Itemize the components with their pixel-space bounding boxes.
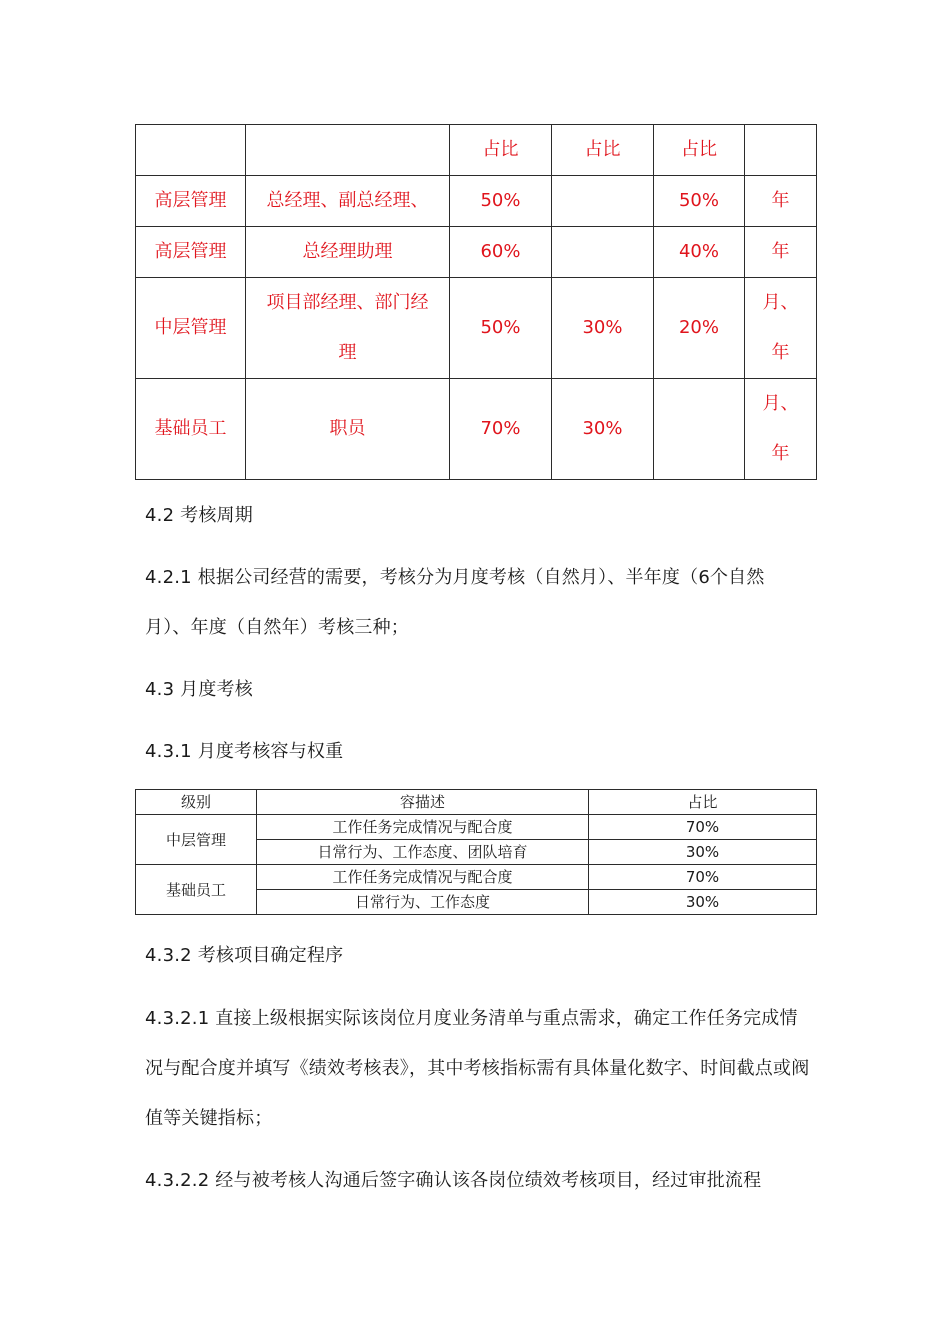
level-cell: 基础员工 <box>136 865 257 915</box>
header-cell: 容描述 <box>257 790 589 815</box>
ratio-cell: 30% <box>552 278 654 379</box>
body-paragraph: 4.2.1 根据公司经营的需要，考核分为月度考核（自然月）、半年度（6个自然月）、年度（自然年）考核三种； <box>145 567 765 638</box>
ratio-cell <box>552 227 654 278</box>
level-cell: 中层管理 <box>136 278 246 379</box>
header-cell: 占比 <box>450 125 552 176</box>
level-cell: 基础员工 <box>136 379 246 480</box>
body-paragraph: 4.3.2.2 经与被考核人沟通后签字确认该各岗位绩效考核项目，经过审批流程 <box>145 1170 762 1191</box>
table-row <box>136 176 817 227</box>
section-heading: 4.3.1 月度考核容与权重 <box>145 741 344 762</box>
period-cell: 月、 年 <box>745 379 817 480</box>
header-cell: 占比 <box>654 125 745 176</box>
header-cell <box>246 125 450 176</box>
position-cell: 总经理助理 <box>246 227 450 278</box>
table-row <box>136 227 817 278</box>
section-heading: 4.2 考核周期 <box>145 505 253 526</box>
desc-cell: 工作任务完成情况与配合度 <box>257 865 589 890</box>
table-row <box>136 278 817 379</box>
period-cell: 年 <box>745 227 817 278</box>
ratio-cell: 40% <box>654 227 745 278</box>
ratio-cell <box>552 176 654 227</box>
ratio-cell: 50% <box>654 176 745 227</box>
desc-cell: 日常行为、工作态度 <box>257 890 589 915</box>
ratio-cell <box>654 379 745 480</box>
section-heading: 4.3.2 考核项目确定程序 <box>145 945 344 966</box>
header-cell <box>745 125 817 176</box>
ratio-cell: 30% <box>589 890 817 915</box>
period-cell: 月、 年 <box>745 278 817 379</box>
table-row <box>136 815 817 840</box>
level-cell: 高层管理 <box>136 227 246 278</box>
period-cell: 年 <box>745 176 817 227</box>
level-cell: 中层管理 <box>136 815 257 865</box>
table-row <box>136 865 817 890</box>
header-cell: 占比 <box>589 790 817 815</box>
position-cell: 项目部经理、部门经 理 <box>246 278 450 379</box>
table-row <box>136 379 817 480</box>
table-header-row <box>136 790 817 815</box>
ratio-cell: 50% <box>450 176 552 227</box>
ratio-cell: 30% <box>552 379 654 480</box>
body-paragraph: 4.3.2.1 直接上级根据实际该岗位月度业务清单与重点需求，确定工作任务完成情况与配合度并填写《绩效考核表》，其中考核指标需有具体量化数字、时间截点或阀值等关键指标； <box>145 1008 810 1129</box>
level-cell: 高层管理 <box>136 176 246 227</box>
ratio-cell: 70% <box>589 815 817 840</box>
section-heading: 4.3 月度考核 <box>145 679 253 700</box>
desc-cell: 日常行为、工作态度、团队培育 <box>257 840 589 865</box>
position-cell: 职员 <box>246 379 450 480</box>
ratio-cell: 70% <box>450 379 552 480</box>
header-cell: 级别 <box>136 790 257 815</box>
header-cell: 占比 <box>552 125 654 176</box>
monthly-weight-table <box>135 789 817 915</box>
ratio-cell: 70% <box>589 865 817 890</box>
desc-cell: 工作任务完成情况与配合度 <box>257 815 589 840</box>
ratio-cell: 20% <box>654 278 745 379</box>
header-cell <box>136 125 246 176</box>
position-weight-table <box>135 124 817 480</box>
ratio-cell: 60% <box>450 227 552 278</box>
position-cell: 总经理、副总经理、 <box>246 176 450 227</box>
ratio-cell: 50% <box>450 278 552 379</box>
ratio-cell: 30% <box>589 840 817 865</box>
table-header-row <box>136 125 817 176</box>
